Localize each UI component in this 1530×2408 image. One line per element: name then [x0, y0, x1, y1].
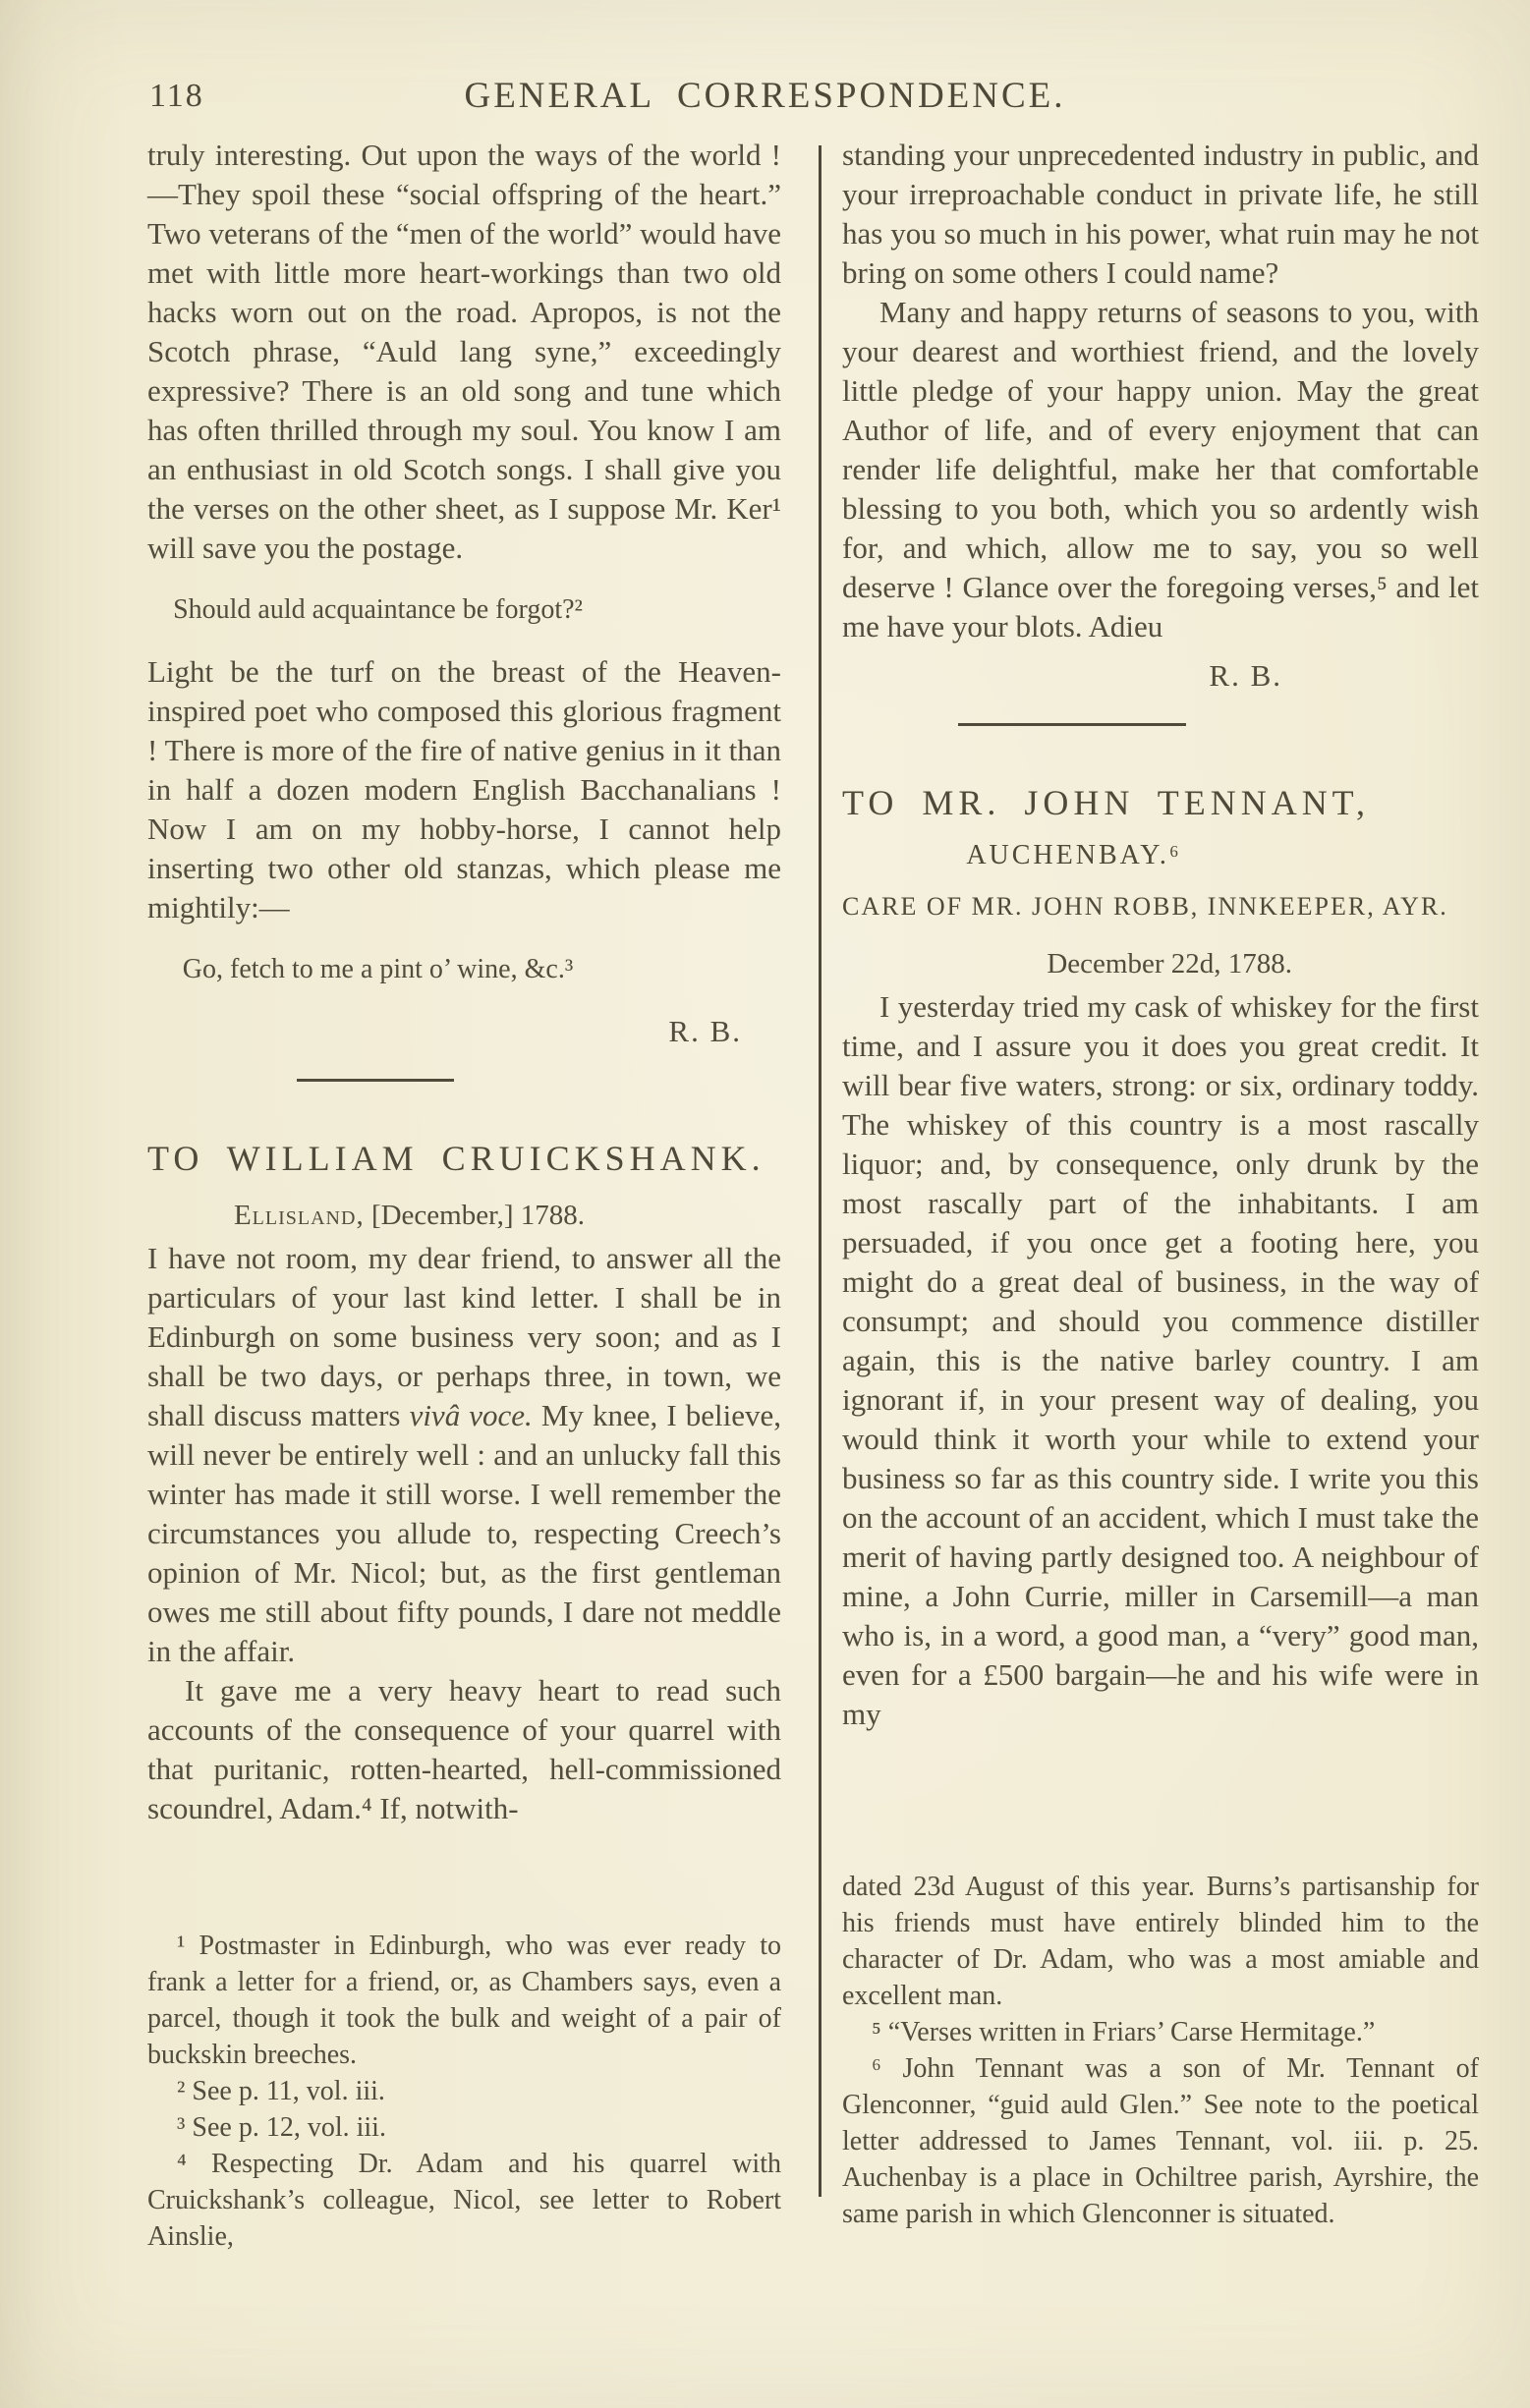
section-rule	[297, 1079, 454, 1082]
letter-heading: TO MR. JOHN TENNANT,	[842, 783, 1371, 822]
paragraph-text: I have not room, my dear friend, to answer all the particulars of your last kind letter. I shall be in Edinburgh on some business very soon; and as I shall be two days, or perhaps three, in town, we shall discuss matters	[147, 1241, 781, 1432]
letter-dateline	[147, 1196, 781, 1235]
paragraph-continuation: standing your unprecedented industry in public, and your irreproachable conduct in private life, he still has you so much in his power, what ruin may he not bring on some others I could name?	[842, 138, 1479, 290]
paragraph: Many and happy returns of seasons to you, with your dearest and worthiest friend, and the lovely little pledge of your happy union. May the great Author of life, and of every enjoyment that can render life delightful, make her that comfortable blessing to you both, which you so ardently wish for, and which, allow me to say, you so well deserve ! Glance over the foregoing verses,⁵ and let me have your blots. Adieu	[842, 295, 1479, 644]
footnote-continuation: dated 23d August of this year. Burns’s partisanship for his friends must have entirely blinded him to the character of Dr. Adam, who was a most amiable and excellent man.	[842, 1872, 1479, 2011]
page-number: 118	[149, 78, 204, 114]
column-divider	[819, 145, 822, 2197]
paragraph-text: My knee, I believe, will never be entirely well : and an unlucky fall this winter has made it still worse. I well remember the circumstances you allude to, respecting Creech’s opinion of Mr. Nicol; but, as the first gentleman owes me still about fifty pounds, I dare not meddle in the affair.	[147, 1398, 781, 1668]
left-footnotes	[147, 1928, 781, 2255]
footnote: ² See p. 11, vol. iii.	[177, 2076, 385, 2106]
verse-quote: Go, fetch to me a pint o’ wine, &c.³	[182, 954, 574, 984]
footnote: ⁵ “Verses written in Friars’ Carse Hermitage.”	[872, 2017, 1376, 2047]
letter-subheading: AUCHENBAY.⁶	[966, 840, 1182, 870]
dateline-place: Ellisland,	[233, 1200, 365, 1231]
paragraph: I yesterday tried my cask of whiskey for the first time, and I assure you it does you great credit. It will bear five waters, strong: or six, ordinary toddy. The whiskey of this country is a most rascally liquor; and, by consequence, only drunk by the most rascally part of the inhabitants. I am persuaded, if you once get a footing here, you might do a great deal of business, in the way of consumpt; and should you commence distiller again, this is the native barley country. I am ignorant if, in your present way of dealing, you would think it worth your while to extend your business so far as this country side. I write you this on the account of an accident, which I must take the merit of having partly designed too. A neighbour of mine, a John Currie, miller in Carsemill—a man who is, in a word, a good man, a “very” good man, even for a £500 bargain—he and his wife were in my	[842, 989, 1479, 1731]
footnote: ¹ Postmaster in Edinburgh, who was ever ready to frank a letter for a friend, or, as Chambers says, even a parcel, though it took the bulk and weight of a pair of buckskin breeches.	[147, 1931, 781, 2070]
left-column	[147, 136, 781, 1828]
footnote: ³ See p. 12, vol. iii.	[177, 2112, 386, 2143]
letter-signature: R. B.	[668, 1014, 742, 1048]
running-title: GENERAL CORRESPONDENCE.	[464, 76, 1066, 116]
footnote: ⁶ John Tennant was a son of Mr. Tennant of Glenconner, “guid auld Glen.” See note to the poetical letter addressed to James Tennant, vol. iii. p. 25. Auchenbay is a place in Ochiltree parish, Ayrshire, the same parish in which Glenconner is situated.	[842, 2053, 1479, 2229]
paragraph: Light be the turf on the breast of the Heaven-inspired poet who composed this glorious fragment ! There is more of the fire of native genius in it than in half a dozen modern English Bacchanalians ! Now I am on my hobby-horse, I cannot help inserting two other old stanzas, which please me mightily:—	[147, 654, 781, 924]
right-footnotes	[842, 1869, 1479, 2232]
paragraph	[147, 1239, 781, 1671]
footnote: ⁴ Respecting Dr. Adam and his quarrel with Cruickshank’s colleague, Nicol, see letter to Robert Ainslie,	[147, 2149, 781, 2252]
latin-phrase: vivâ voce.	[409, 1398, 533, 1432]
dateline-date: [December,] 1788.	[364, 1200, 585, 1231]
letter-signature: R. B.	[1209, 658, 1282, 693]
verse-quote: Should auld acquaintance be forgot?²	[173, 594, 583, 625]
letter-dateline: December 22d, 1788.	[1047, 948, 1292, 980]
section-rule	[958, 723, 1186, 726]
letter-heading: TO WILLIAM CRUICKSHANK.	[147, 1139, 765, 1178]
right-column	[842, 136, 1479, 1734]
paragraph: It gave me a very heavy heart to read such accounts of the consequence of your quarrel with that puritanic, rotten-hearted, hell-commissioned scoundrel, Adam.⁴ If, notwith-	[147, 1673, 781, 1825]
letter-subheading: CARE OF MR. JOHN ROBB, INNKEEPER, AYR.	[842, 892, 1448, 921]
paragraph-continuation: truly interesting. Out upon the ways of the world !—They spoil these “social offspring of the heart.” Two veterans of the “men of the world” would have met with little more heart-workings than two old hacks worn out on the road. Apropos, is not the Scotch phrase, “Auld lang syne,” exceedingly expressive? There is an old song and tune which has often thrilled through my soul. You know I am an enthusiast in old Scotch songs. I shall give you the verses on the other sheet, as I suppose Mr. Ker¹ will save you the postage.	[147, 138, 781, 565]
